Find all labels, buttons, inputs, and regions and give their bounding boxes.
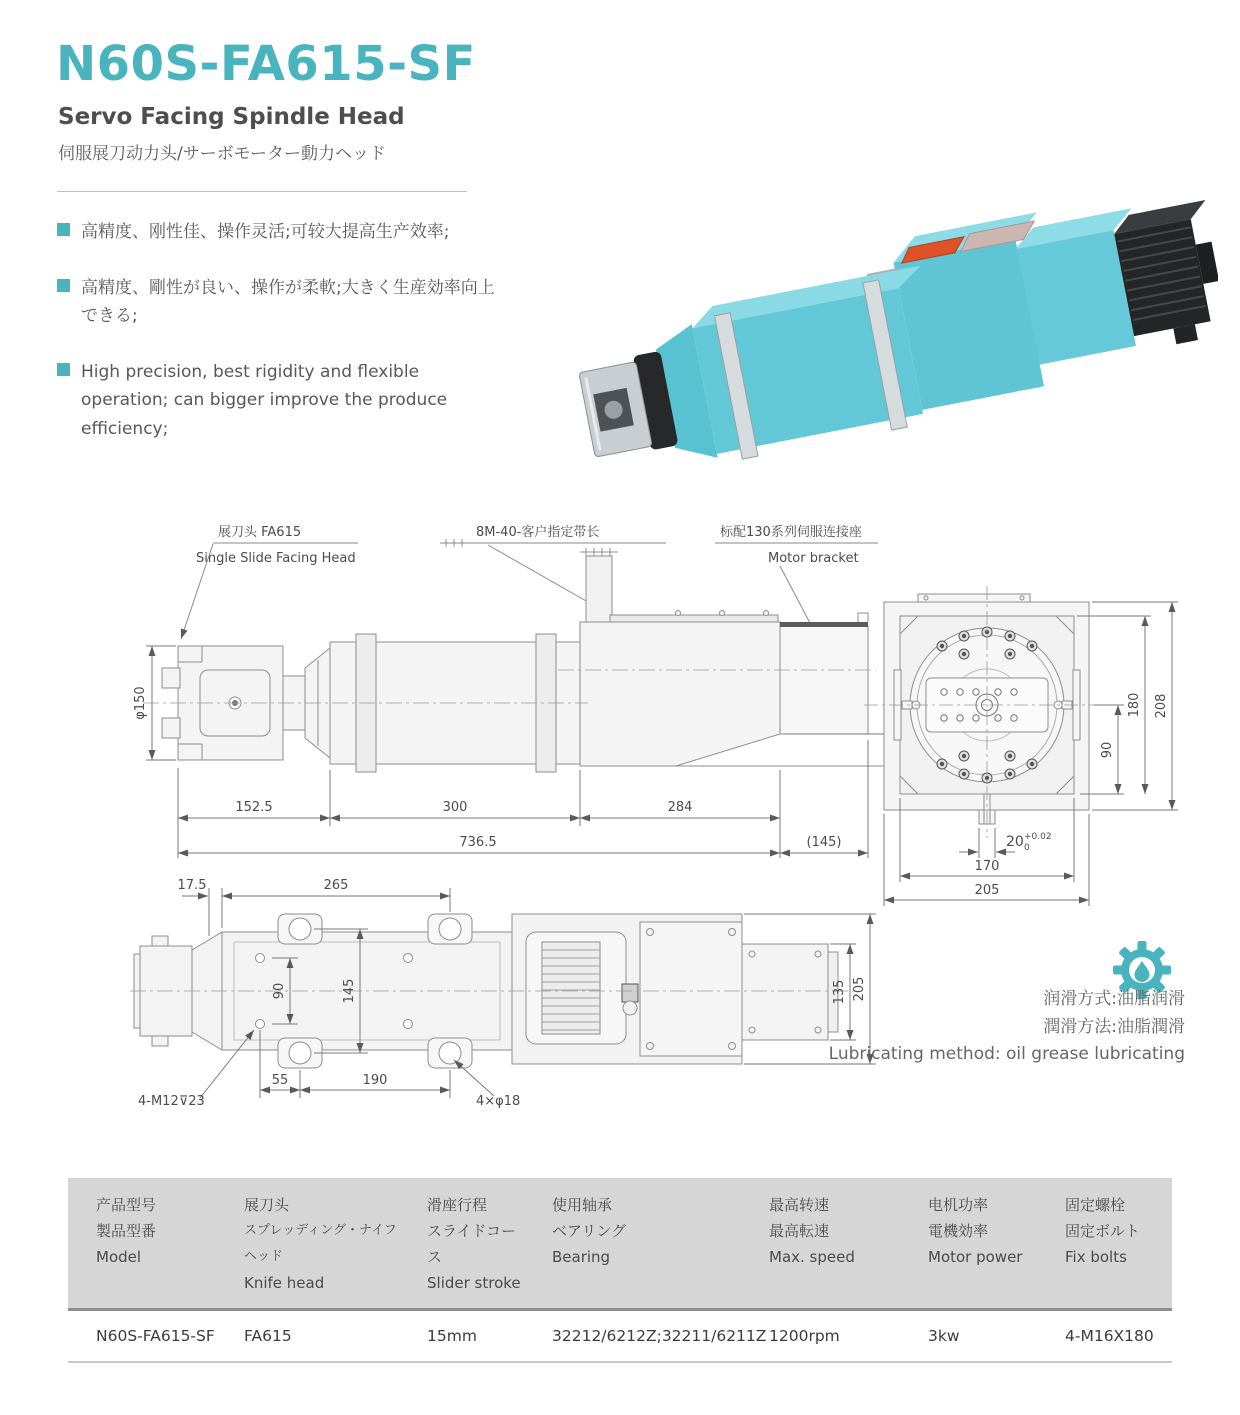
col-motor-power-en: Motor power [928, 1248, 1023, 1266]
col-max-speed-jp: 最高転速 [769, 1222, 830, 1240]
feature-item [57, 218, 495, 247]
value-motor-power: 3kw [928, 1327, 960, 1345]
col-max-speed-en: Max. speed [769, 1248, 855, 1266]
dim-slot-tol-up: +0.02 [1024, 832, 1052, 842]
page-subtitle: Servo Facing Spindle Head [58, 104, 405, 130]
col-fix-bolts [1037, 1192, 1172, 1296]
dim-170: 170 [974, 859, 1000, 874]
col-model [68, 1192, 216, 1296]
page-title: N60S-FA615-SF [56, 36, 476, 92]
feature-item [57, 274, 495, 331]
spec-table [68, 1178, 1172, 1363]
col-bearing-en: Bearing [552, 1248, 611, 1266]
col-knife-head-cn: 展刀头 [244, 1196, 290, 1214]
col-bearing-cn: 使用轴承 [552, 1196, 613, 1214]
value-knife-head: FA615 [244, 1327, 292, 1345]
dim-135: 135 [832, 979, 847, 1005]
dim-736-5: 736.5 [459, 835, 497, 850]
end-view-svg [856, 576, 1216, 911]
value-model: N60S-FA615-SF [96, 1327, 215, 1345]
feature-list [57, 218, 495, 470]
label-thread: 4-M12⊽23 [138, 1094, 205, 1109]
col-fix-bolts-en: Fix bolts [1065, 1248, 1127, 1266]
dim-17-5: 17.5 [177, 878, 207, 893]
bullet-square-icon [57, 363, 70, 376]
feature-text: 高精度、剛性が良い、操作が柔軟;大きく生産効率向上できる; [81, 277, 495, 327]
col-model-jp: 製品型番 [96, 1222, 157, 1240]
drawing-end-view [856, 576, 1216, 911]
dim-90: 90 [1100, 741, 1115, 759]
label-facing-head-en: Single Slide Facing Head [196, 551, 356, 566]
drawing-side-view [118, 518, 918, 868]
product-photo [528, 190, 1218, 480]
dim-152-5: 152.5 [235, 800, 273, 815]
bullet-square-icon [57, 223, 70, 236]
dim-205: 205 [852, 976, 867, 1002]
dim-slot: 20 [1006, 834, 1024, 850]
col-model-en: Model [96, 1248, 142, 1266]
lubrication-text [700, 986, 1185, 1069]
label-belt: 8M-40-客户指定带长 [476, 525, 600, 540]
machine-render [528, 190, 1218, 480]
dim-slot-tol-low: 0 [1024, 843, 1030, 853]
feature-text: High precision, best rigidity and flexible operation; can bigger improve the produce efficiency; [81, 361, 448, 439]
col-motor-power-jp: 電機効率 [928, 1222, 989, 1240]
header-divider [57, 191, 467, 192]
label-facing-head-cn: 展刀头 FA615 [218, 525, 302, 540]
feature-item [57, 358, 495, 444]
page-subtitle-cjk: 伺服展刀动力头/サーボモーター動力ヘッド [58, 144, 387, 164]
dim-208: 208 [1154, 693, 1169, 719]
dim-205: 205 [974, 883, 1000, 898]
dim-145: 145 [342, 978, 357, 1004]
dim-284: 284 [667, 800, 693, 815]
col-fix-bolts-jp: 固定ボルト [1065, 1222, 1141, 1240]
col-motor-power-cn: 电机功率 [928, 1196, 989, 1214]
dim-diameter: φ150 [133, 686, 148, 720]
label-bracket-en: Motor bracket [768, 551, 859, 566]
value-slider-stroke: 15mm [427, 1327, 477, 1345]
dim-180: 180 [1127, 692, 1142, 718]
col-knife-head-jp: スプレッディング・ナイフヘッド [244, 1223, 397, 1264]
value-max-speed: 1200rpm [769, 1327, 840, 1345]
spec-table-header [68, 1178, 1172, 1311]
col-bearing-jp: ベアリング [552, 1222, 627, 1240]
lubrication-line-en: Lubricating method: oil grease lubricating [828, 1044, 1185, 1065]
spec-table-row [68, 1311, 1172, 1363]
dim-265: 265 [323, 878, 349, 893]
lubrication-line-cn: 润滑方式:油脂润滑 [1043, 989, 1185, 1009]
col-slider-stroke-cn: 滑座行程 [427, 1196, 488, 1214]
col-motor-power [900, 1192, 1037, 1296]
dim-300: 300 [442, 800, 468, 815]
side-view-svg [118, 518, 918, 868]
dim-145: (145) [806, 835, 842, 850]
label-holes: 4×φ18 [476, 1094, 521, 1109]
col-knife-head-en: Knife head [244, 1274, 325, 1292]
col-max-speed-cn: 最高转速 [769, 1196, 830, 1214]
col-max-speed [741, 1192, 900, 1296]
col-slider-stroke [399, 1192, 524, 1296]
bullet-square-icon [57, 279, 70, 292]
feature-text: 高精度、刚性佳、操作灵活;可较大提高生产效率; [81, 222, 450, 242]
value-bearing: 32212/6212Z;32211/6211Z [552, 1327, 767, 1345]
col-model-cn: 产品型号 [96, 1196, 157, 1214]
dim-55: 55 [271, 1073, 289, 1088]
value-fix-bolts: 4-M16X180 [1065, 1327, 1154, 1345]
dim-90: 90 [272, 982, 287, 1000]
col-slider-stroke-en: Slider stroke [427, 1274, 521, 1292]
col-bearing [524, 1192, 741, 1296]
col-fix-bolts-cn: 固定螺栓 [1065, 1196, 1126, 1214]
lubrication-line-jp: 潤滑方法:油脂潤滑 [1043, 1016, 1185, 1037]
dim-190: 190 [362, 1073, 388, 1088]
col-knife-head [216, 1192, 399, 1296]
col-slider-stroke-jp: スライドコース [427, 1222, 516, 1266]
label-bracket-cn: 标配130系列伺服连接座 [720, 525, 862, 540]
